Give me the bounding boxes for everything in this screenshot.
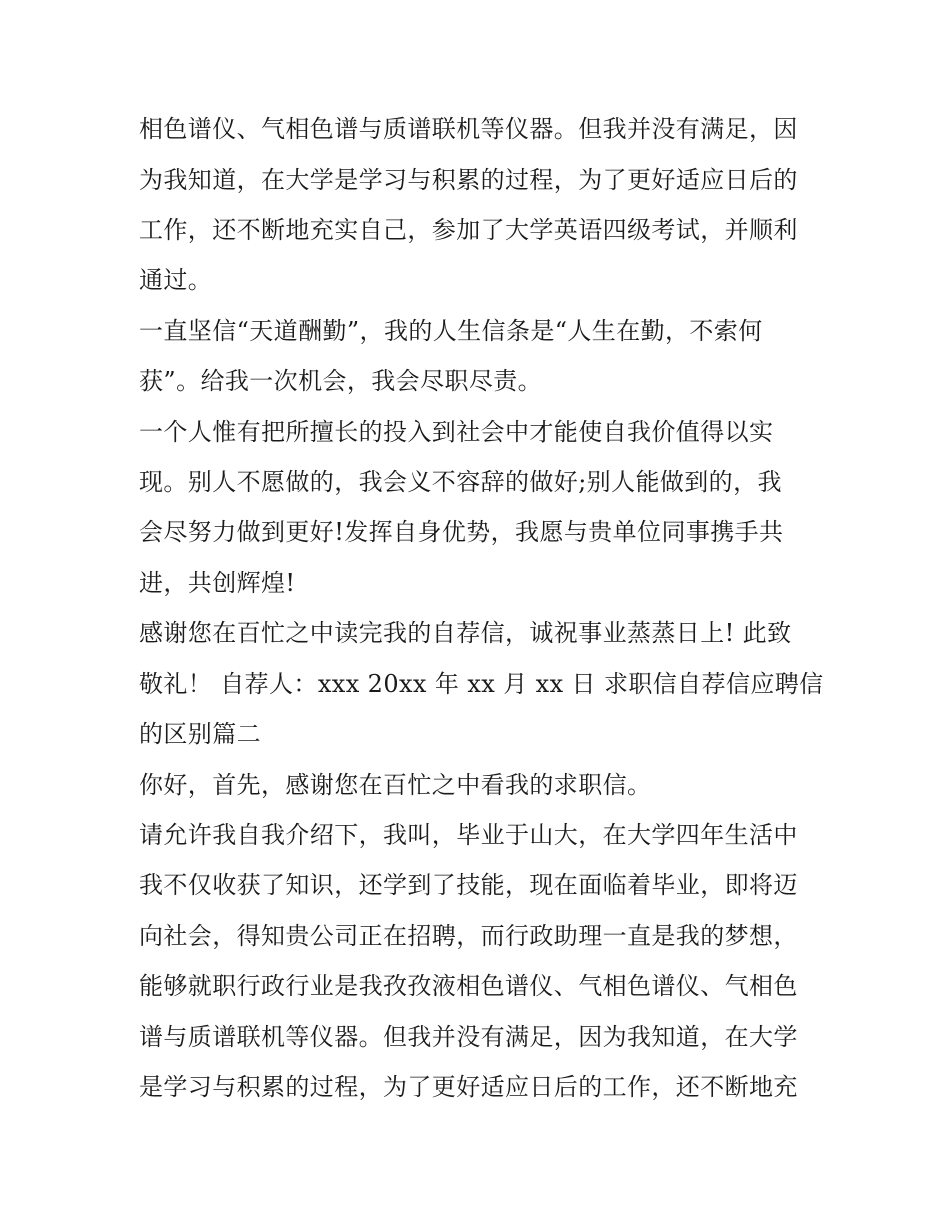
text-line: 你好，首先，感谢您在百忙之中看我的求职信。 (139, 771, 652, 799)
text-line: 一个人惟有把所擅长的投入到社会中才能使自我价值得以实 (139, 418, 774, 446)
text-line: 请允许我自我介绍下，我叫，毕业于山大，在大学四年生活中 (139, 821, 798, 849)
text-line: 一直坚信“天道酬勤”，我的人生信条是“人生在勤，不索何 (139, 317, 763, 345)
text-line: 是学习与积累的过程，为了更好适应日后的工作，还不断地充 (139, 1073, 798, 1101)
text-line: 敬礼！ 自荐人：xxx 20xx 年 xx 月 xx 日 求职信自荐信应聘信 (139, 670, 824, 698)
text-line: 向社会，得知贵公司正在招聘，而行政助理一直是我的梦想， (139, 922, 798, 950)
text-line: 的区别篇二 (139, 720, 261, 748)
text-line: 谱与质谱联机等仪器。但我并没有满足，因为我知道，在大学 (139, 1023, 798, 1051)
text-line: 会尽努力做到更好!发挥自身优势，我愿与贵单位同事携手共 (139, 518, 784, 546)
text-line: 能够就职行政行业是我孜孜液相色谱仪、气相色谱仪、气相色 (139, 972, 798, 1000)
text-line: 为我知道，在大学是学习与积累的过程，为了更好适应日后的 (139, 166, 798, 194)
text-line: 相色谱仪、气相色谱与质谱联机等仪器。但我并没有满足，因 (139, 115, 798, 143)
text-line: 感谢您在百忙之中读完我的自荐信，诚祝事业蒸蒸日上! 此致 (139, 619, 792, 647)
text-line: 现。别人不愿做的，我会义不容辞的做好;别人能做到的，我 (139, 468, 782, 496)
text-line: 通过。 (139, 266, 213, 294)
text-line: 进，共创辉煌! (139, 569, 296, 597)
text-line: 获”。给我一次机会，我会尽职尽责。 (139, 367, 543, 395)
text-line: 我不仅收获了知识，还学到了技能，现在面临着毕业，即将迈 (139, 871, 798, 899)
text-line: 工作，还不断地充实自己，参加了大学英语四级考试，并顺利 (139, 216, 798, 244)
